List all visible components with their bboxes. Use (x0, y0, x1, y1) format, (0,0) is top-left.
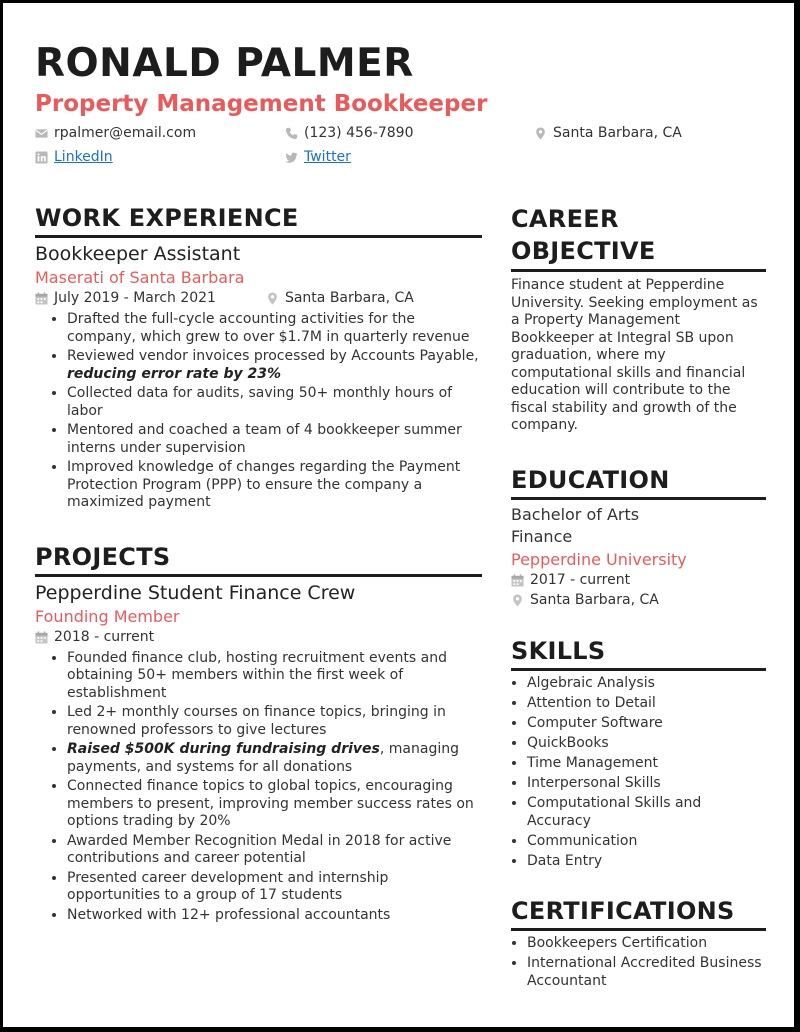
work-experience-section (35, 203, 482, 512)
candidate-name: RONALD PALMER (35, 41, 414, 86)
section-divider (35, 574, 482, 577)
skill-item: • Communication (527, 833, 766, 851)
education-field: Finance (511, 526, 573, 546)
certifications-section (511, 896, 766, 990)
skill-item: • Time Management (527, 755, 766, 773)
skill-item: • Algebraic Analysis (527, 675, 766, 693)
list-item: • Founded finance club, hosting recruitment events and obtaining 50+ members within the first week of establishment (67, 650, 482, 703)
twitter-link[interactable]: Twitter (304, 149, 351, 165)
phone-text: (123) 456-7890 (304, 125, 414, 141)
project-bullets (35, 650, 482, 925)
list-item: • Reviewed vendor invoices processed by Accounts Payable, reducing error rate by 23% (67, 348, 482, 383)
work-meta (35, 289, 482, 308)
section-title-objective: CAREER OBJECTIVE (511, 205, 656, 265)
candidate-title: Property Management Bookkeeper (35, 91, 488, 117)
location-text: Santa Barbara, CA (553, 125, 682, 141)
skills-section (511, 636, 766, 871)
linkedin-link[interactable]: LinkedIn (54, 149, 113, 165)
contact-location (534, 124, 682, 142)
education-dates: 2017 - current (511, 571, 766, 590)
contact-twitter[interactable] (285, 148, 351, 166)
section-title-certifications: CERTIFICATIONS (511, 897, 735, 926)
envelope-icon (35, 127, 48, 140)
work-dates: July 2019 - March 2021 (35, 289, 216, 308)
list-item: • Collected data for audits, saving 50+ monthly hours of labor (67, 385, 482, 420)
resume-page (3, 3, 794, 1027)
skill-item: • Attention to Detail (527, 695, 766, 713)
skill-item: • Computer Software (527, 715, 766, 733)
list-item: • Improved knowledge of changes regarding the Payment Protection Program (PPP) to ensure the company a maximized payment (67, 459, 482, 512)
section-title-education: EDUCATION (511, 465, 670, 494)
list-item: • Connected finance topics to global topics, encouraging members to present, improving member success rates on options trading by 20% (67, 778, 482, 831)
calendar-icon (35, 292, 48, 305)
projects-section (35, 542, 482, 925)
map-pin-icon (534, 127, 547, 140)
education-location: Santa Barbara, CA (511, 591, 766, 610)
twitter-icon (285, 151, 298, 164)
project-role: Founding Member (35, 606, 180, 626)
career-objective-section (511, 203, 766, 435)
certification-item: • International Accredited Business Accountant (527, 955, 766, 990)
section-divider (511, 497, 766, 500)
list-item: • Raised $500K during fundraising drives, managing payments, and systems for all donations (67, 741, 482, 776)
list-item: • Drafted the full-cycle accounting activities for the company, which grew to over $1.7M in quarterly revenue (67, 311, 482, 346)
certifications-list (511, 935, 766, 990)
objective-text: Finance student at Pepperdine University. Seeking employment as a Property Management Bookkeeper at Integral SB upon graduation, where my computational skills and financial education will contribute to the fiscal stability and growth of the company. (511, 277, 758, 433)
list-item: • Led 2+ monthly courses on finance topics, bringing in renowned professors to give lectures (67, 704, 482, 739)
map-pin-icon (266, 292, 279, 305)
section-divider (511, 928, 766, 931)
list-item: • Awarded Member Recognition Medal in 2018 for active contributions and career potential (67, 833, 482, 868)
phone-icon (285, 127, 298, 140)
certification-item: • Bookkeepers Certification (527, 935, 766, 953)
calendar-icon (511, 574, 524, 587)
contact-phone (285, 124, 414, 142)
contact-linkedin[interactable] (35, 148, 113, 166)
work-role: Bookkeeper Assistant (35, 243, 241, 265)
map-pin-icon (511, 594, 524, 607)
work-company: Maserati of Santa Barbara (35, 268, 245, 287)
section-divider (511, 269, 766, 272)
right-column (511, 203, 766, 993)
section-title-skills: SKILLS (511, 636, 606, 665)
list-item: • Networked with 12+ professional accountants (67, 907, 482, 925)
list-item: • Presented career development and internship opportunities to a group of 17 students (67, 870, 482, 905)
skill-item: • Interpersonal Skills (527, 775, 766, 793)
contact-email (35, 124, 196, 142)
work-location: Santa Barbara, CA (266, 289, 414, 308)
project-meta (35, 628, 482, 647)
education-degree: Bachelor of Arts (511, 504, 640, 524)
section-title-projects: PROJECTS (35, 542, 171, 571)
skills-list (511, 675, 766, 871)
email-text: rpalmer@email.com (54, 125, 197, 141)
left-column (35, 203, 482, 926)
education-school: Pepperdine University (511, 549, 687, 569)
skill-item: • Data Entry (527, 853, 766, 871)
section-divider (35, 235, 482, 238)
list-item: • Mentored and coached a team of 4 bookkeeper summer interns under supervision (67, 422, 482, 457)
section-divider (511, 668, 766, 671)
linkedin-icon (35, 151, 48, 164)
work-bullets (35, 311, 482, 512)
calendar-icon (35, 631, 48, 644)
skill-item: • QuickBooks (527, 735, 766, 753)
education-section (511, 465, 766, 610)
project-dates: 2018 - current (35, 628, 154, 647)
section-title-work: WORK EXPERIENCE (35, 204, 299, 232)
skill-item: • Computational Skills and Accuracy (527, 795, 766, 830)
project-name: Pepperdine Student Finance Crew (35, 581, 356, 604)
